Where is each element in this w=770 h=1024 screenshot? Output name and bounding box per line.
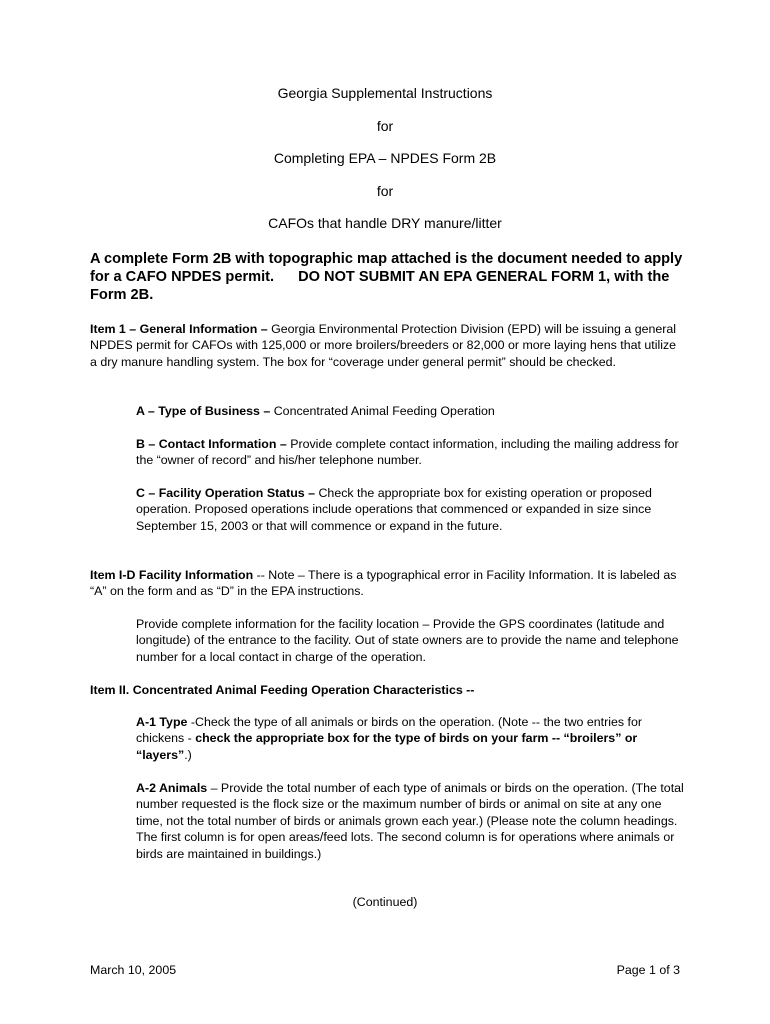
footer-page-number: Page 1 of 3 xyxy=(616,963,680,977)
item-2a2-paragraph xyxy=(136,780,684,862)
item-2a1-bold-instruction: check the appropriate box for the type of birds on your farm -- “broilers” or “layers” xyxy=(136,731,638,762)
item-1a-paragraph xyxy=(136,403,684,419)
item-1d-heading: Item I-D Facility Information xyxy=(90,568,254,582)
item-1b-paragraph xyxy=(136,436,684,469)
intro-part-2: DO NOT SUBMIT AN EPA GENERAL FORM 1, with the Form 2B. xyxy=(90,269,670,303)
title-line-1: Georgia Supplemental Instructions xyxy=(277,85,493,101)
item-2a2-heading: A-2 Animals xyxy=(136,781,208,795)
item-1d-text: -- Note – There is a typographical error in Facility Information. It is labeled as “A” on the form and as “D” in the EPA instructions. xyxy=(90,568,677,599)
title-line-2: for xyxy=(376,118,394,134)
item-1c-heading: C – Facility Operation Status – xyxy=(136,486,316,500)
title-line-4: for xyxy=(376,183,394,199)
item-2a1-heading: A-1 Type xyxy=(136,715,188,729)
item-1-text: Georgia Environmental Protection Division (EPD) will be issuing a general NPDES permit for CAFOs with 125,000 or more broilers/breeders or 82,000 or more laying hens that utilize a dry manure handling system. The box for “coverage under general permit” should be checked. xyxy=(90,322,677,369)
item-1a-text: Concentrated Animal Feeding Operation xyxy=(270,404,495,418)
title-line-5: CAFOs that handle DRY manure/litter xyxy=(268,215,502,231)
item-2a1-text: -Check the type of all animals or birds on the operation. (Note -- the two entries for chickens - xyxy=(136,715,642,746)
item-1d-paragraph xyxy=(90,567,686,600)
item-2a1-tail: .) xyxy=(184,747,192,762)
item-1-heading: Item 1 – General Information – xyxy=(90,322,268,336)
title-line-3: Completing EPA – NPDES Form 2B xyxy=(273,150,497,166)
continued-note: (Continued) xyxy=(352,895,418,909)
item-1c-text: Check the appropriate box for existing operation or proposed operation. Proposed operations include operations that commenced or expanded in size since September 15, 2003 or that will commence or expand in the future. xyxy=(136,486,652,533)
footer-date: March 10, 2005 xyxy=(90,963,177,977)
item-2a2-text: – Provide the total number of each type of animals or birds on the operation. (The total number requested is the flock size or the maximum number of birds or animal on site at any one time, not the total number of birds or animals grown each year.) (Please note the column headings. The first column is for open areas/feed lots. The second column is for operations where animals or birds are maintained in buildings.) xyxy=(136,781,684,861)
item-1b-text: Provide complete contact information, including the mailing address for the “owner of record” and his/her telephone number. xyxy=(136,437,679,468)
item-1b-heading: B – Contact Information – xyxy=(136,437,287,451)
item-1-paragraph xyxy=(90,321,686,370)
item-2-heading-paragraph xyxy=(90,682,686,698)
item-1c-paragraph xyxy=(136,485,684,534)
item-1a-heading: A – Type of Business – xyxy=(136,404,271,418)
item-1d-detail-paragraph: Provide complete information for the facility location – Provide the GPS coordinates (latitude and longitude) of the entrance to the facility. Out of state owners are to provide the name and telephone number for a local contact in charge of the operation. xyxy=(136,617,679,664)
item-2-heading: Item II. Concentrated Animal Feeding Operation Characteristics -- xyxy=(90,683,475,697)
intro-part-1: A complete Form 2B with topographic map attached is the document needed to apply for a CAFO NPDES permit. xyxy=(90,251,683,285)
intro-statement xyxy=(90,250,690,304)
item-2a1-paragraph xyxy=(136,714,684,763)
